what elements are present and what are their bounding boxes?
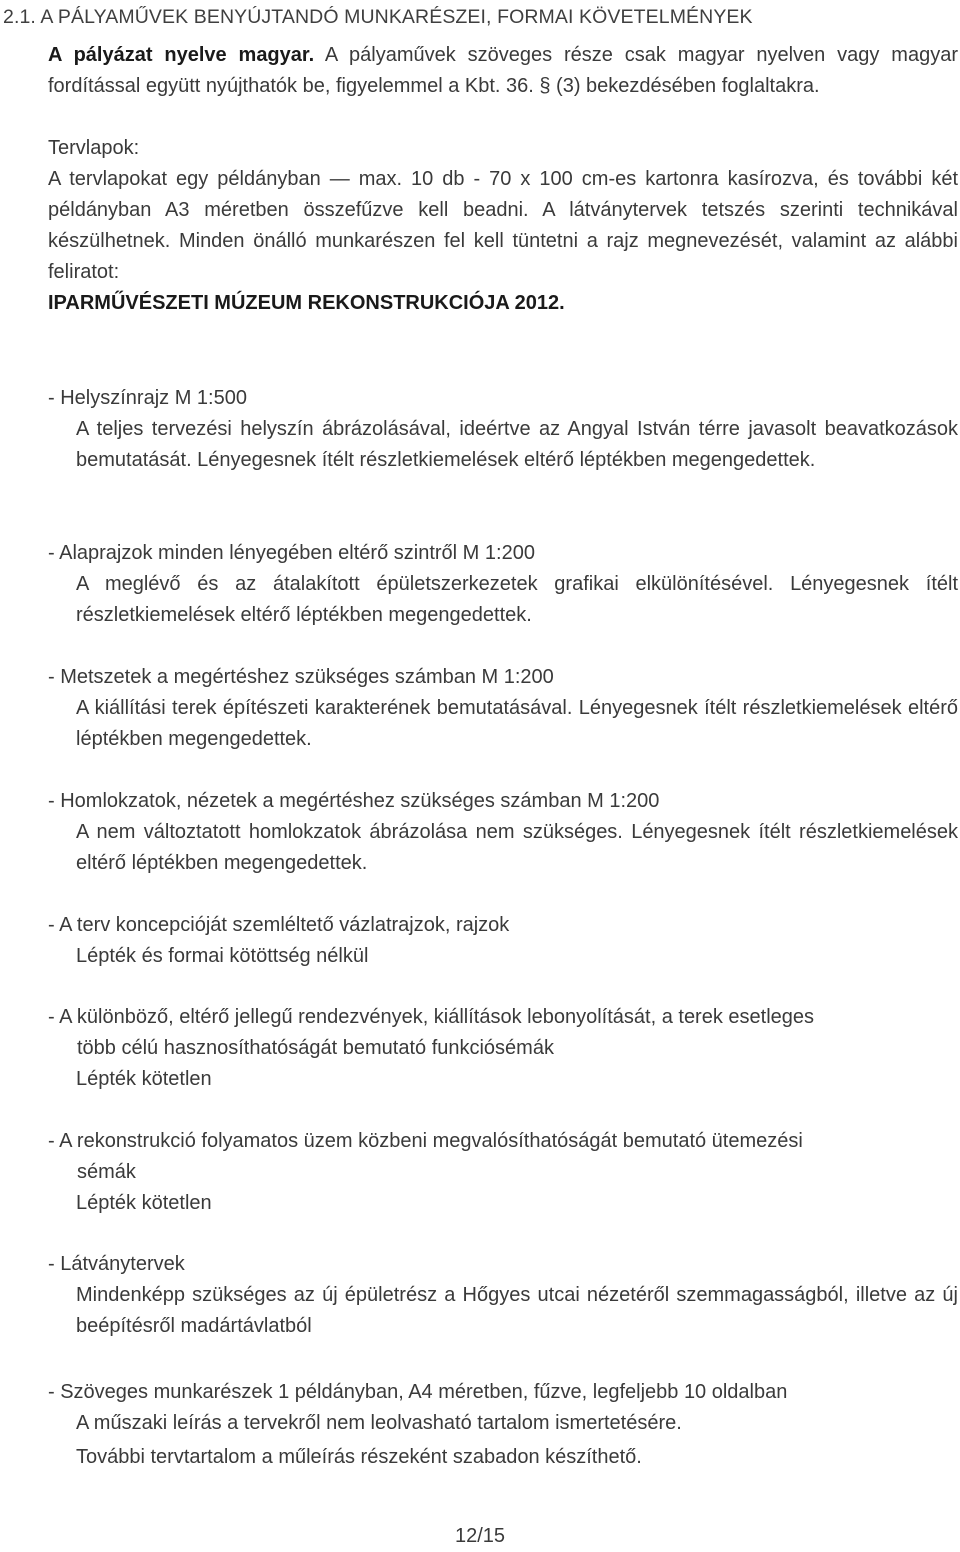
item-title: - Látványtervek bbox=[48, 1253, 185, 1275]
plans-text-b: A látványtervek tetszés szerinti technikával készülhetnek. bbox=[48, 199, 958, 252]
item-body: Lépték kötetlen bbox=[76, 1068, 212, 1090]
item-title: - Szöveges munkarészek 1 példányban, A4 méretben, fűzve, legfeljebb 10 oldalban bbox=[48, 1381, 788, 1403]
item-title: - Helyszínrajz M 1:500 bbox=[48, 387, 247, 409]
plans-text-a: A tervlapokat egy példányban — max. 10 db - 70 x 100 cm-es kartonra kasírozva, és további két példányban A3 méretben összefűzve kell beadni. bbox=[48, 168, 958, 221]
item-title-continued: sémák bbox=[77, 1161, 136, 1183]
item-body: Lépték és formai kötöttség nélkül bbox=[76, 945, 369, 967]
list-item-koncepcio bbox=[48, 910, 958, 972]
item-title: - Metszetek a megértéshez szükséges számban M 1:200 bbox=[48, 666, 554, 688]
plans-text-c: Minden önálló munkarészen fel kell tüntetni a rajz megnevezését, valamint az alábbi feliratot: bbox=[48, 230, 958, 283]
item-title: - A rekonstrukció folyamatos üzem közbeni megvalósíthatóságát bemutató ütemezési bbox=[48, 1130, 803, 1152]
item-title: - A különböző, eltérő jellegű rendezvények, kiállítások lebonyolítását, a terek esetleges bbox=[48, 1006, 815, 1028]
label-text: IPARMŰVÉSZETI MÚZEUM REKONSTRUKCIÓJA 2012. bbox=[48, 292, 565, 314]
item-title-continued: több célú hasznosíthatóságát bemutató funkciósémák bbox=[77, 1037, 554, 1059]
list-item-funkciosemak bbox=[48, 1002, 958, 1095]
item-body: Mindenképp szükséges az új épületrész a Hőgyes utcai nézetéről szemmagasságból, illetve az új beépítésről madártávlatból bbox=[76, 1284, 958, 1337]
list-item-helyszinrajz bbox=[48, 383, 958, 476]
list-item-latvanytervek bbox=[48, 1249, 958, 1342]
page-number: 12/15 bbox=[454, 1525, 506, 1547]
item-body: Lépték kötetlen bbox=[76, 1192, 212, 1214]
plans-paragraph bbox=[48, 164, 958, 288]
item-body: A meglévő és az átalakított épületszerkezetek grafikai elkülönítésével. Lényegesnek ítélt részletkiemelések eltérő léptékben megengedettek. bbox=[76, 573, 958, 626]
list-item-metszetek bbox=[48, 662, 958, 755]
list-item-utemezes bbox=[48, 1126, 958, 1219]
list-item-alaprajzok bbox=[48, 538, 958, 631]
item-body: A műszaki leírás a tervekről nem leolvasható tartalom ismertetésére. bbox=[76, 1412, 682, 1434]
section-heading: 2.1. A PÁLYAMŰVEK BENYÚJTANDÓ MUNKARÉSZEI, FORMAI KÖVETELMÉNYEK bbox=[3, 6, 753, 28]
list-item-szoveges bbox=[48, 1377, 958, 1473]
plans-title: Tervlapok: bbox=[48, 137, 140, 159]
language-rest: A pályaművek szöveges része csak magyar nyelven vagy magyar fordítással együtt nyújthatók be, figyelemmel a Kbt. 36. § (3) bekezdésében foglaltakra. bbox=[48, 44, 958, 97]
item-title: - Homlokzatok, nézetek a megértéshez szükséges számban M 1:200 bbox=[48, 790, 660, 812]
item-body: A teljes tervezési helyszín ábrázolásával, ideértve az Angyal István térre javasolt beavatkozások bemutatását. Lényegesnek ítélt részletkiemelések eltérő léptékben megengedettek. bbox=[76, 418, 958, 471]
item-title: - Alaprajzok minden lényegében eltérő szintről M 1:200 bbox=[48, 542, 535, 564]
list-item-homlokzatok bbox=[48, 786, 958, 879]
item-body-2: További tervtartalom a műleírás részeként szabadon készíthető. bbox=[76, 1446, 642, 1468]
language-paragraph bbox=[48, 40, 958, 102]
intro-block bbox=[48, 40, 958, 319]
item-title: - A terv koncepcióját szemléltető vázlatrajzok, rajzok bbox=[48, 914, 510, 936]
language-bold: A pályázat nyelve magyar. bbox=[48, 44, 315, 66]
item-body: A kiállítási terek építészeti karakterének bemutatásával. Lényegesnek ítélt részletkiemelések eltérő léptékben megengedettek. bbox=[76, 697, 958, 750]
item-body: A nem változtatott homlokzatok ábrázolása nem szükséges. Lényegesnek ítélt részletkiemelések eltérő léptékben megengedettek. bbox=[76, 821, 958, 874]
